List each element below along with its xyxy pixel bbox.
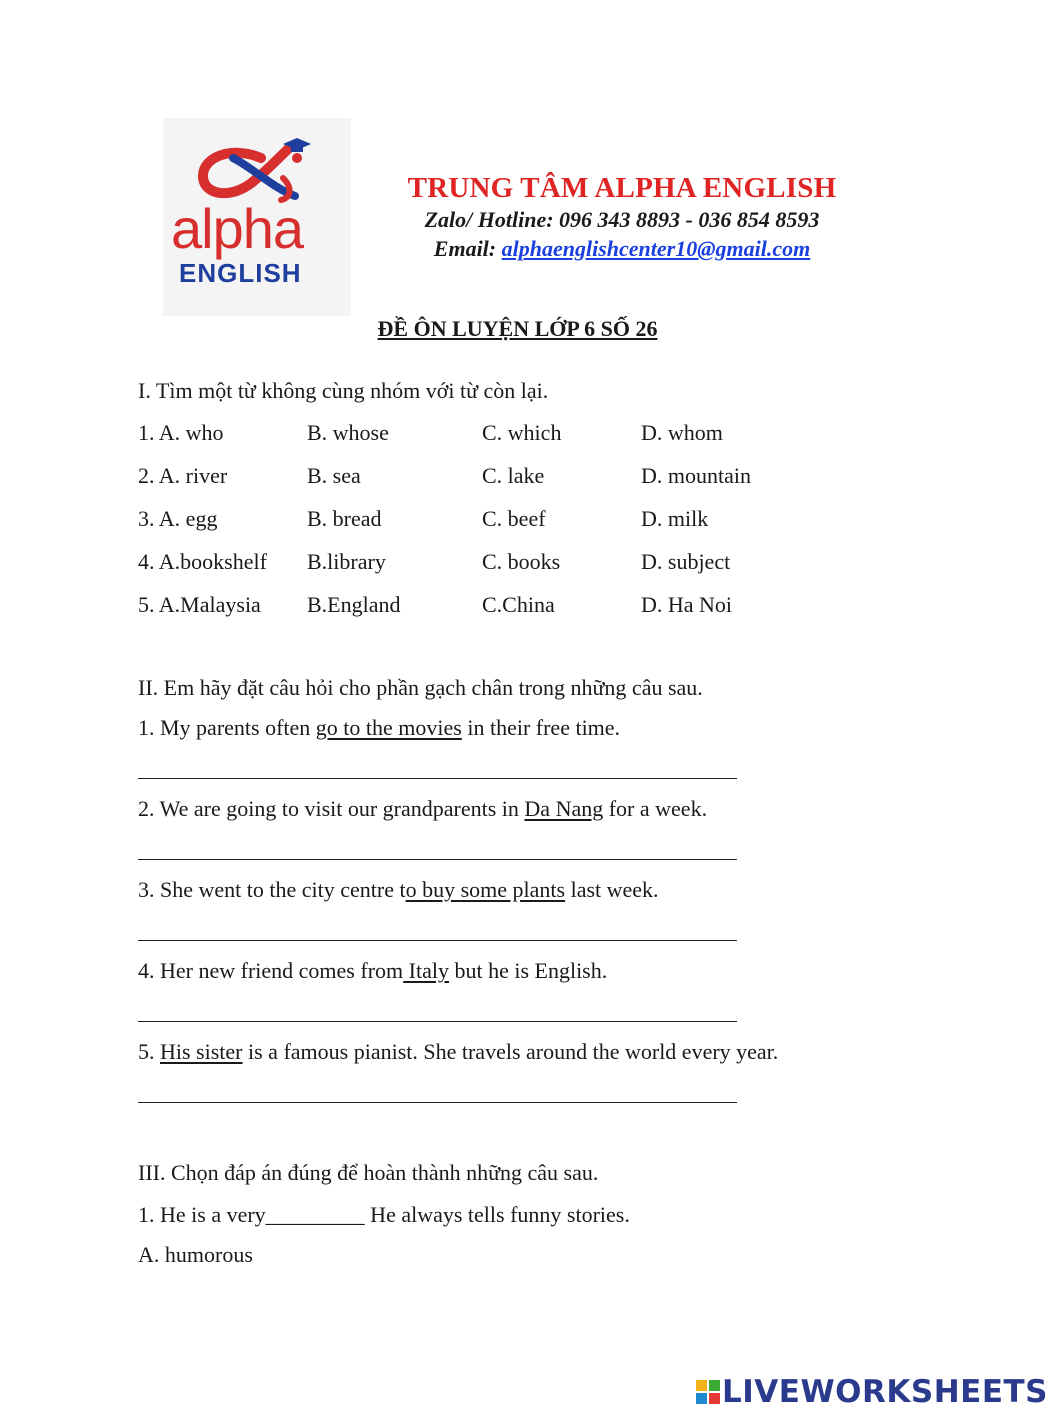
sentence-text: 3. She went to the city centre t (138, 877, 406, 902)
option-cell: C. books (482, 549, 561, 574)
answer-line[interactable] (138, 778, 737, 779)
email-label: Email: (433, 236, 497, 261)
option-cell: D. Ha Noi (641, 592, 733, 617)
option-cell: D. whom (641, 420, 723, 445)
answer-line[interactable] (138, 1021, 737, 1022)
option-cell: 2. A. river (138, 463, 228, 488)
liveworksheets-wordmark: LIVEWORKSHEETS (722, 1374, 1048, 1410)
underlined-part: go to the movies (315, 715, 462, 740)
center-name: TRUNG TÂM ALPHA ENGLISH (407, 172, 837, 204)
option-cell: 1. A. who (138, 420, 224, 445)
option-cell: B. sea (307, 463, 361, 488)
exam-title: ĐỀ ÔN LUYỆN LỚP 6 SỐ 26 (377, 316, 658, 341)
sentence-text: but he is English. (448, 958, 608, 983)
hotline: Zalo/ Hotline: 096 343 8893 - 036 854 8593 (424, 207, 820, 232)
underlined-part: Da Nang (524, 796, 604, 821)
sentence-text: for a week. (603, 796, 708, 821)
answer-option: A. humorous (138, 1242, 253, 1267)
question-sentence (138, 715, 620, 741)
sentence-text: 4. Her new friend comes from (138, 958, 404, 983)
sentence-text: is a famous pianist. She travels around the world every year. (242, 1039, 779, 1064)
option-cell: C. which (482, 420, 562, 445)
liveworksheets-badge (696, 1380, 720, 1404)
sentence-text: 1. My parents often (138, 715, 316, 740)
section2-title: II. Em hãy đặt câu hỏi cho phần gạch chân trong những câu sau. (138, 675, 703, 700)
question-sentence (138, 958, 607, 984)
underlined-part: Italy (403, 958, 449, 983)
question-sentence: 1. He is a very_________ He always tells funny stories. (138, 1202, 630, 1227)
sentence-text: in their free time. (461, 715, 621, 740)
option-cell: C.China (482, 592, 555, 617)
liveworksheets-icon (696, 1380, 720, 1404)
option-cell: C. beef (482, 506, 546, 531)
alpha-english-logo (163, 118, 351, 316)
sentence-text: 5. (138, 1039, 160, 1064)
option-cell: 4. A.bookshelf (138, 549, 267, 574)
answer-line[interactable] (138, 1102, 737, 1103)
sentence-text: 2. We are going to visit our grandparents in (138, 796, 525, 821)
section1-title: I. Tìm một từ không cùng nhóm với từ còn lại. (138, 378, 549, 403)
sentence-text: last week. (565, 877, 659, 902)
answer-line[interactable] (138, 859, 737, 860)
option-cell: C. lake (482, 463, 545, 488)
section3-title: III. Chọn đáp án đúng để hoàn thành những câu sau. (138, 1160, 599, 1185)
option-cell: 3. A. egg (138, 506, 218, 531)
option-cell: D. milk (641, 506, 709, 531)
logo-sub: ENGLISH (179, 258, 302, 288)
option-cell: 5. A.Malaysia (138, 592, 261, 617)
option-cell: D. mountain (641, 463, 751, 488)
option-cell: B.library (307, 549, 386, 574)
option-cell: B. bread (307, 506, 382, 531)
underlined-part: His sister (160, 1039, 243, 1064)
underlined-part: o buy some plants (405, 877, 566, 902)
option-cell: D. subject (641, 549, 731, 574)
question-sentence (138, 796, 707, 822)
email-line (372, 236, 872, 262)
answer-line[interactable] (138, 940, 737, 941)
option-cell: B.England (307, 592, 401, 617)
question-sentence (138, 1039, 778, 1065)
email-link[interactable]: alphaenglishcenter10@gmail.com (501, 236, 811, 261)
logo-word: alpha (171, 197, 304, 260)
question-sentence (138, 877, 659, 903)
option-cell: B. whose (307, 420, 389, 445)
